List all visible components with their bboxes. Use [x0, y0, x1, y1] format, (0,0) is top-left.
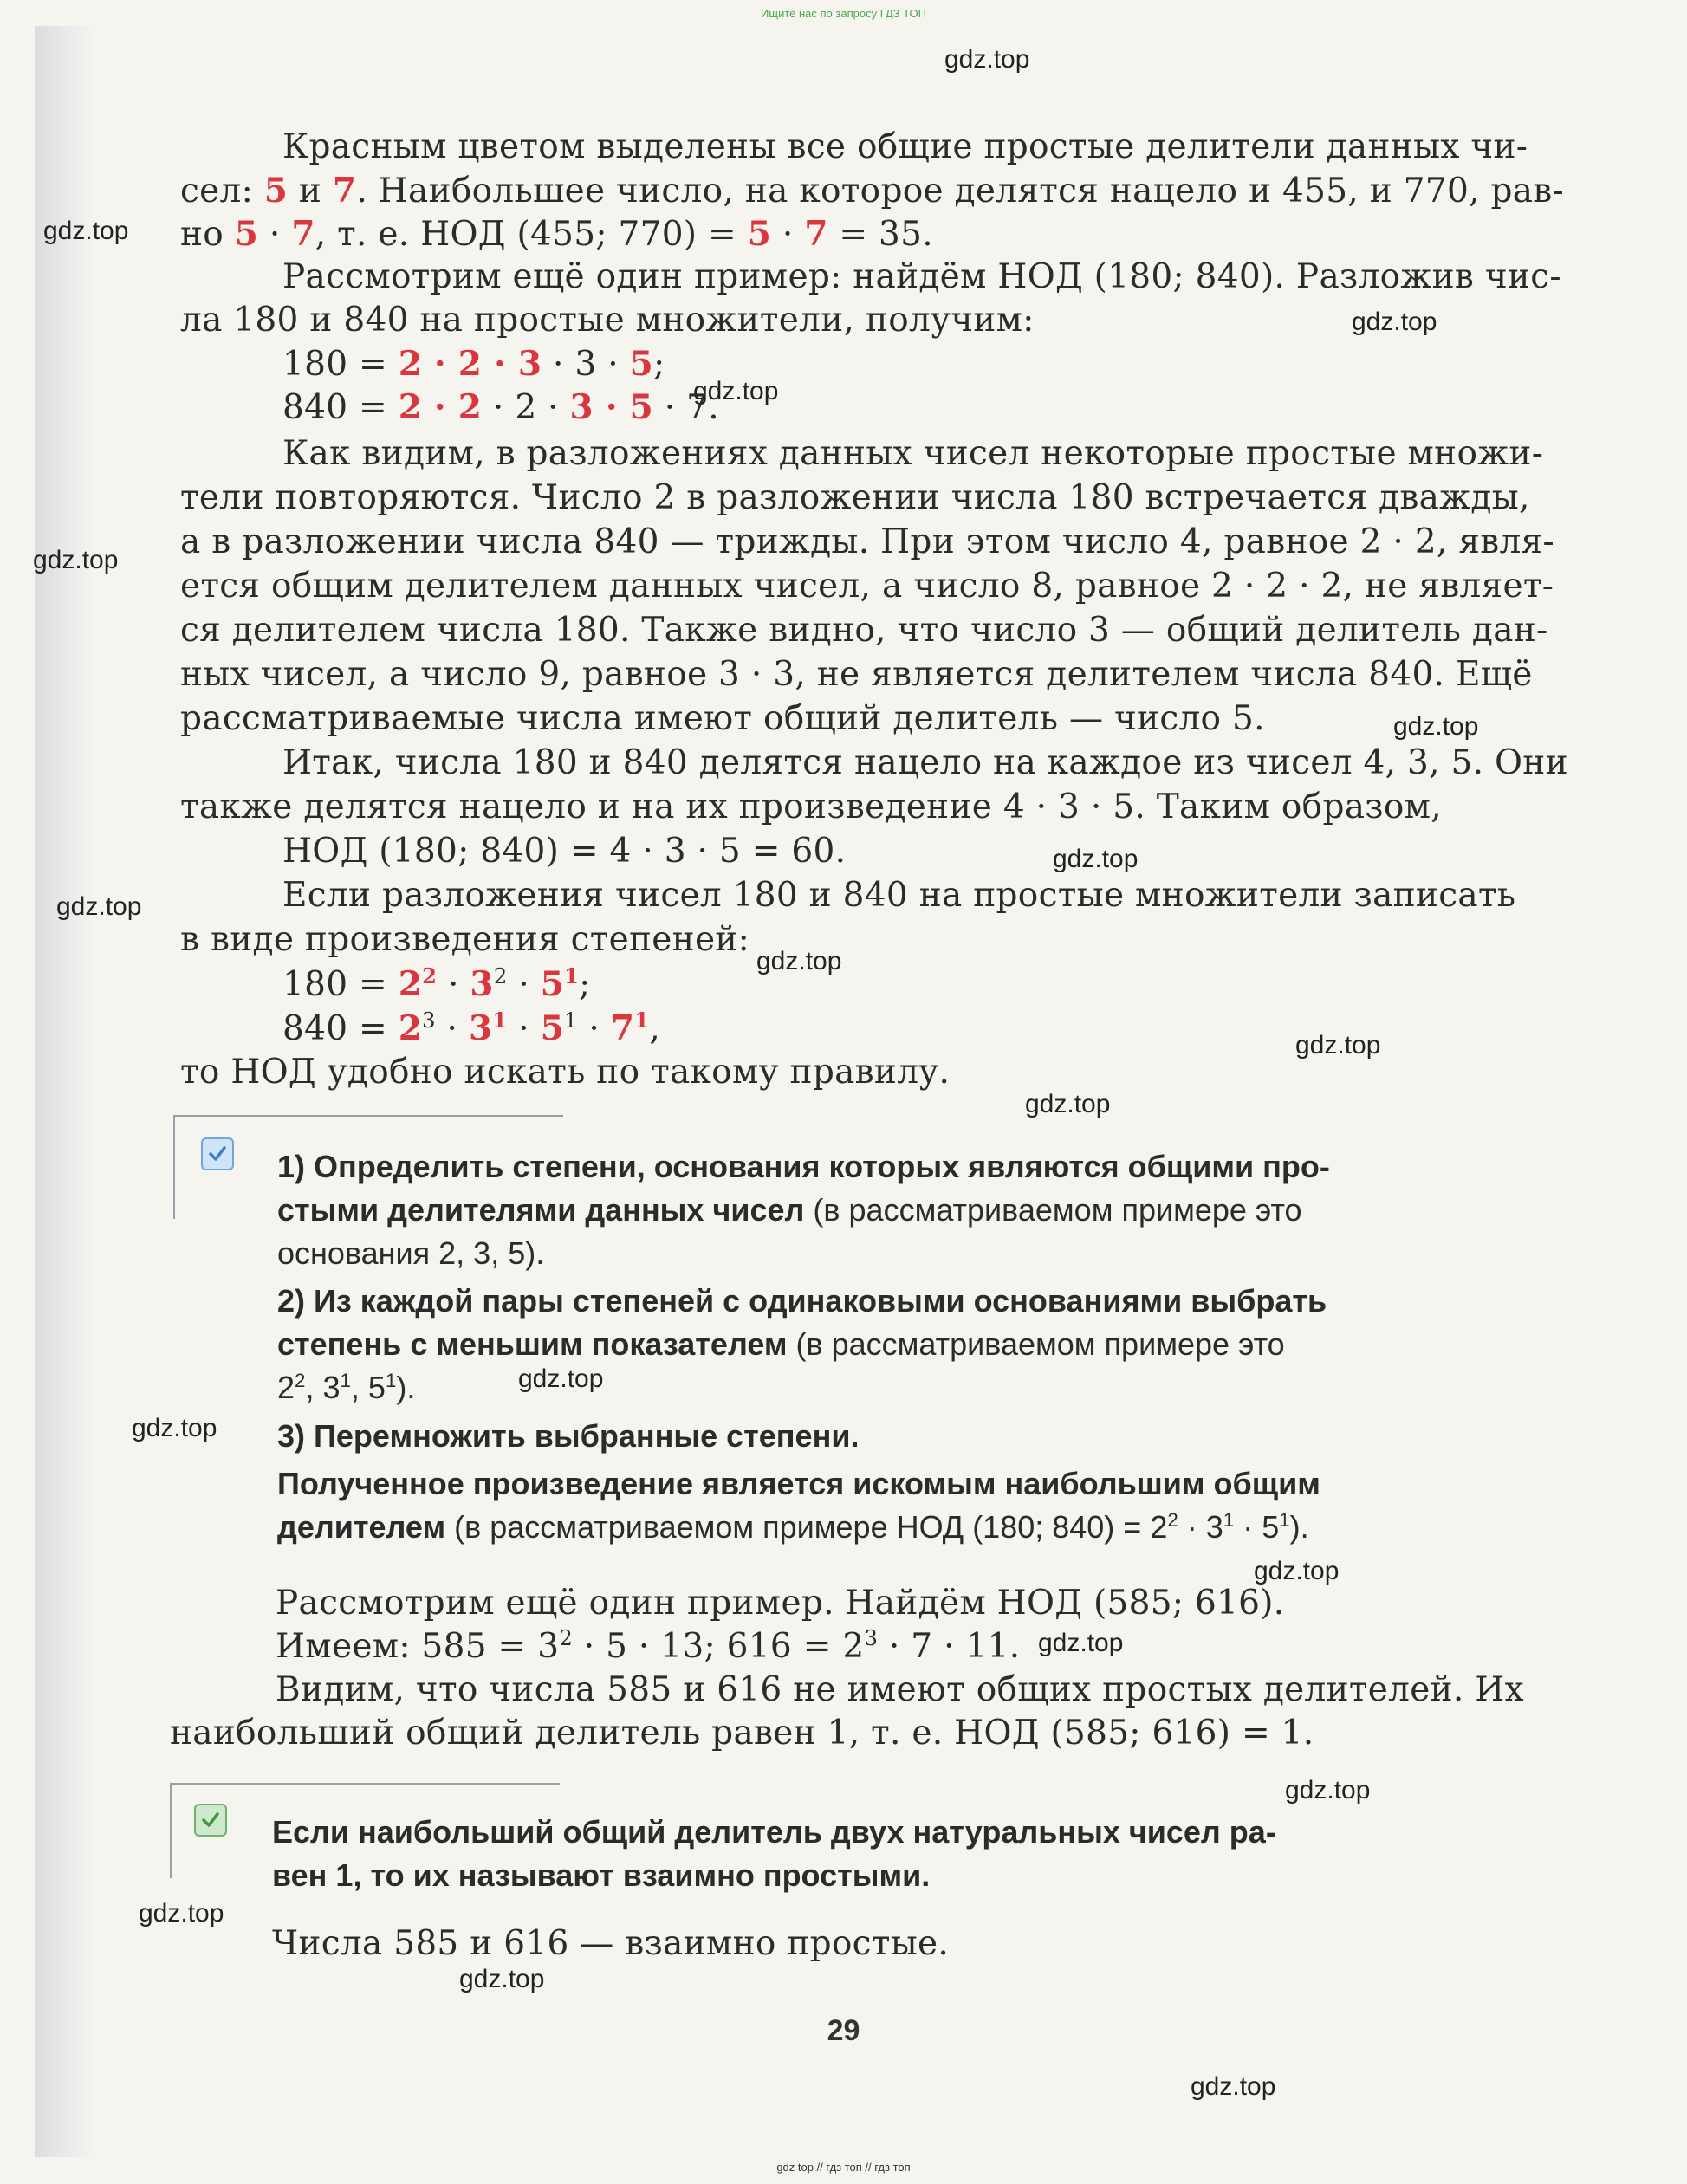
- rule-conclusion-cont: делителем (в рассматриваемом примере НОД (180; $840) = 2^2 \cdot 3^1 \cdot 5^1$).: [277, 1509, 1309, 1545]
- rule-step-2-cont: степень с меньшим показателем (в рассматриваемом примере это: [277, 1326, 1285, 1362]
- book-spine-shadow: [35, 26, 95, 2157]
- watermark: gdz.top: [1053, 845, 1139, 873]
- rule-step-2: 2) Из каждой пары степеней с одинаковыми основаниями выбрать: [277, 1283, 1327, 1319]
- watermark: gdz.top: [1295, 1031, 1381, 1060]
- watermark: gdz.top: [1285, 1776, 1371, 1805]
- watermark: gdz.top: [1025, 1090, 1111, 1118]
- watermark: gdz.top: [132, 1414, 217, 1442]
- watermark: gdz.top: [1352, 308, 1437, 336]
- text-line: ных чисел, а число 9, равное 3 · 3, не является делителем числа 840. Ещё: [180, 655, 1533, 694]
- text-line: в виде произведения степеней:: [180, 920, 750, 959]
- watermark: gdz.top: [139, 1899, 224, 1928]
- power-formula-180: $180 = 2^2 \cdot 3^2 \cdot 5^1$;: [282, 963, 591, 1004]
- watermark: gdz.top: [459, 1965, 545, 1993]
- power-formula-840: $840 = 2^3 \cdot 3^1 \cdot 5^1 \cdot 7^1$,: [282, 1008, 661, 1048]
- text-line: Имеем: $585 = 3^2 \cdot 5 \cdot 13$; $616 = 2^3 \cdot 7 \cdot 11$.: [276, 1626, 1021, 1666]
- text-line: Рассмотрим ещё один пример. Найдём НОД (585; 616).: [276, 1584, 1285, 1623]
- text-line: то НОД удобно искать по такому правилу.: [180, 1053, 951, 1092]
- rule-step-1-end: основания 2, 3, 5).: [277, 1235, 545, 1271]
- text-line: но 5 · 7, т. е. НОД (455; 770) = 5 · 7 = 35.: [180, 214, 933, 254]
- watermark: gdz.top: [756, 947, 842, 975]
- text-line: тели повторяются. Число 2 в разложении числа 180 встречается дважды,: [180, 478, 1530, 517]
- text-line: также делятся нацело и на их произведение 4 · 3 · 5. Таким образом,: [180, 787, 1442, 826]
- watermark: gdz.top: [56, 892, 142, 921]
- page-number: 29: [827, 2014, 860, 2047]
- text-line: а в разложении числа 840 — трижды. При этом число 4, равное 2 · 2, явля-: [180, 522, 1554, 561]
- rule-step-1-cont: стыми делителями данных чисел (в рассматриваемом примере это: [277, 1192, 1302, 1228]
- definition-text: Если наибольший общий делитель двух натуральных чисел ра-: [272, 1814, 1276, 1850]
- text-line: Числа 585 и 616 — взаимно простые.: [272, 1924, 950, 1963]
- watermark: gdz.top: [518, 1364, 604, 1393]
- watermark: gdz.top: [944, 45, 1030, 74]
- text-line: ла 180 и 840 на простые множители, получим:: [180, 301, 1035, 340]
- top-banner: Ищите нас по запросу ГДЗ ТОП: [761, 7, 926, 20]
- watermark: gdz.top: [1038, 1629, 1124, 1657]
- watermark: gdz.top: [33, 546, 119, 574]
- text-line: сел: 5 и 7. Наибольшее число, на которое делятся нацело и 455, и 770, рав-: [180, 171, 1565, 211]
- watermark: gdz.top: [1393, 712, 1479, 741]
- gcd-result: НОД (180; 840) = 4 · 3 · 5 = 60.: [282, 832, 847, 871]
- text-line: Красным цветом выделены все общие простые делители данных чи-: [282, 127, 1528, 166]
- text-line: рассматриваемые числа имеют общий делитель — число 5.: [180, 699, 1265, 738]
- watermark: gdz.top: [1191, 2072, 1276, 2101]
- checkmark-icon: [194, 1804, 227, 1837]
- rule-step-1: 1) Определить степени, основания которых являются общими про-: [277, 1149, 1330, 1184]
- text-line: Если разложения чисел 180 и 840 на простые множители записать: [282, 876, 1516, 915]
- text-line: Видим, что числа 585 и 616 не имеют общих простых делителей. Их: [276, 1670, 1524, 1709]
- watermark: gdz.top: [693, 377, 779, 405]
- rule-step-2-end: $2^2$, $3^1$, $5^1$).: [277, 1370, 416, 1405]
- definition-text-cont: вен 1, то их называют взаимно простыми.: [272, 1857, 931, 1893]
- formula-180: 180 = 2 · 2 · 3 · 3 · 5;: [282, 344, 665, 384]
- text-line: Как видим, в разложениях данных чисел некоторые простые множи-: [282, 434, 1544, 473]
- text-line: ется общим делителем данных чисел, а число 8, равное 2 · 2 · 2, не являет-: [180, 567, 1554, 606]
- rule-conclusion: Полученное произведение является искомым наибольшим общим: [277, 1466, 1320, 1501]
- bottom-banner: gdz top // гдз топ // гдз топ: [776, 2161, 911, 2174]
- text-line: наибольший общий делитель равен 1, т. е. НОД (585; 616) = 1.: [170, 1714, 1314, 1753]
- text-line: Итак, числа 180 и 840 делятся нацело на каждое из чисел 4, 3, 5. Они: [282, 743, 1568, 782]
- formula-840: 840 = 2 · 2 · 2 · 3 · 5 · 7.: [282, 387, 719, 427]
- watermark: gdz.top: [43, 217, 129, 245]
- checkmark-icon: [201, 1137, 234, 1170]
- text-line: ся делителем числа 180. Также видно, что число 3 — общий делитель дан-: [180, 611, 1548, 650]
- text-line: Рассмотрим ещё один пример: найдём НОД (180; 840). Разложив чис-: [282, 257, 1561, 296]
- rule-step-3: 3) Перемножить выбранные степени.: [277, 1418, 860, 1454]
- watermark: gdz.top: [1254, 1557, 1340, 1585]
